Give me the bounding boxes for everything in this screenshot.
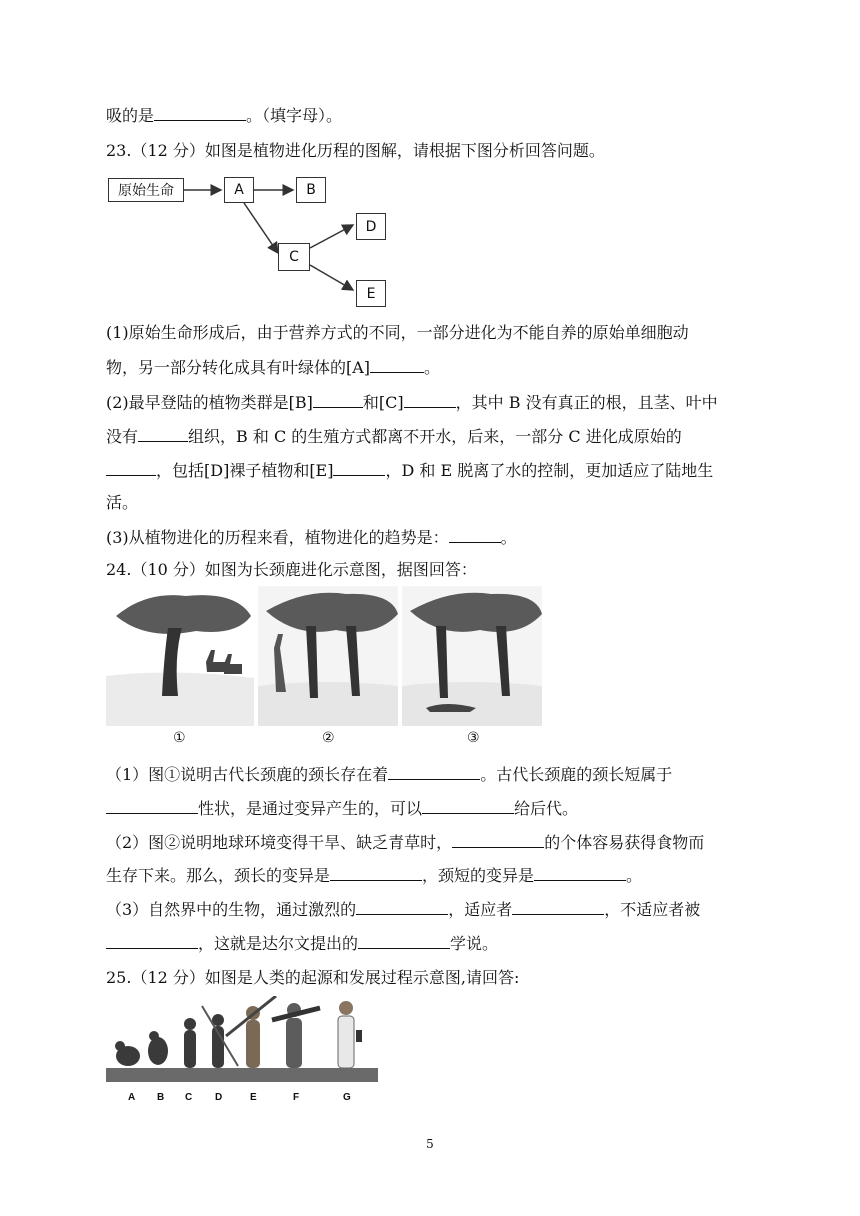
origin-life-box: 原始生命 bbox=[108, 178, 184, 202]
text-line bbox=[106, 832, 704, 853]
answer-blank[interactable] bbox=[330, 865, 422, 881]
text-line bbox=[106, 357, 440, 378]
answer-blank[interactable] bbox=[106, 933, 198, 949]
answer-blank[interactable] bbox=[138, 426, 188, 442]
text: (3)从植物进化的历程来看，植物进化的趋势是： bbox=[106, 528, 449, 547]
box-a: A bbox=[224, 177, 254, 203]
diagram-arrows bbox=[0, 0, 420, 320]
text-line bbox=[106, 933, 498, 954]
text: 的个体容易获得食物而 bbox=[544, 833, 705, 852]
text: 和[C] bbox=[362, 393, 404, 412]
text: 给后代。 bbox=[514, 799, 579, 818]
text: ，包括[D]裸子植物和[E] bbox=[156, 461, 334, 480]
answer-blank[interactable] bbox=[106, 798, 198, 814]
text-line bbox=[106, 865, 642, 886]
text: 。（填字母）。 bbox=[246, 106, 343, 125]
text-line bbox=[106, 764, 672, 785]
question-24-title: 24.（10 分）如图为长颈鹿进化示意图，据图回答： bbox=[106, 560, 477, 579]
text: ，颈短的变异是 bbox=[422, 866, 535, 885]
text: ，其中 B 没有真正的根，且茎、叶中 bbox=[455, 393, 718, 412]
text: ，不适应者被 bbox=[604, 900, 701, 919]
giraffe-panel-3 bbox=[402, 586, 542, 726]
human-label-c: C bbox=[185, 1092, 193, 1103]
human-evolution-illustration bbox=[106, 996, 378, 1088]
text: 。 bbox=[626, 866, 643, 885]
question-25-title: 25.（12 分）如图是人类的起源和发展过程示意图,请回答: bbox=[106, 968, 520, 987]
giraffe-illustration bbox=[106, 586, 542, 732]
text: （1）图①说明古代长颈鹿的颈长存在着 bbox=[106, 765, 389, 784]
text: 。 bbox=[424, 358, 441, 377]
human-label-d: D bbox=[215, 1092, 223, 1103]
answer-blank[interactable] bbox=[534, 865, 626, 881]
text: ，适应者 bbox=[448, 900, 513, 919]
giraffe-label-3: ③ bbox=[467, 730, 480, 746]
text: ，这就是达尔文提出的 bbox=[198, 934, 359, 953]
text: 性状，是通过变异产生的，可以 bbox=[198, 799, 423, 818]
box-c: C bbox=[278, 243, 310, 271]
giraffe-panel-2 bbox=[258, 586, 398, 726]
text: 。 bbox=[500, 528, 517, 547]
box-b: B bbox=[296, 177, 326, 203]
answer-blank[interactable] bbox=[452, 832, 544, 848]
text: 物，另一部分转化成具有叶绿体的[A] bbox=[106, 358, 371, 377]
text: （3）自然界中的生物，通过激烈的 bbox=[106, 900, 357, 919]
answer-blank[interactable] bbox=[106, 460, 156, 476]
giraffe-panel-1 bbox=[106, 595, 254, 726]
question-23-title: 23.（12 分）如图是植物进化历程的图解，请根据下图分析回答问题。 bbox=[106, 141, 605, 160]
answer-blank[interactable] bbox=[333, 460, 385, 476]
text-line: (1)原始生命形成后，由于营养方式的不同，一部分进化为不能自养的原始单细胞动 bbox=[106, 323, 689, 342]
human-label-f: F bbox=[293, 1092, 300, 1103]
text-line: 活。 bbox=[106, 493, 139, 512]
giraffe-label-2: ② bbox=[322, 730, 335, 746]
text: 组织，B 和 C 的生殖方式都离不开水，后来，一部分 C 进化成原始的 bbox=[188, 427, 682, 446]
text-line bbox=[106, 460, 713, 481]
human-label-a: A bbox=[128, 1092, 136, 1103]
text-line bbox=[106, 426, 682, 447]
human-label-g: G bbox=[343, 1092, 351, 1103]
answer-blank[interactable] bbox=[512, 899, 604, 915]
human-label-e: E bbox=[250, 1092, 257, 1103]
answer-blank[interactable] bbox=[388, 764, 480, 780]
text-line bbox=[106, 527, 517, 548]
answer-blank[interactable] bbox=[358, 933, 450, 949]
answer-blank[interactable] bbox=[422, 798, 514, 814]
human-label-b: B bbox=[157, 1092, 165, 1103]
answer-blank[interactable] bbox=[404, 392, 456, 408]
text-line bbox=[106, 899, 700, 920]
text: 。古代长颈鹿的颈长短属于 bbox=[480, 765, 673, 784]
text: 生存下来。那么，颈长的变异是 bbox=[106, 866, 331, 885]
text: 没有 bbox=[106, 427, 139, 446]
text: ，D 和 E 脱离了水的控制，更加适应了陆地生 bbox=[385, 461, 714, 480]
giraffe-label-1: ① bbox=[173, 730, 186, 746]
text: （2）图②说明地球环境变得干旱、缺乏青草时， bbox=[106, 833, 453, 852]
box-e: E bbox=[356, 280, 386, 307]
box-d: D bbox=[356, 213, 386, 240]
answer-blank[interactable] bbox=[313, 392, 363, 408]
text: 学说。 bbox=[450, 934, 499, 953]
answer-blank[interactable] bbox=[356, 899, 448, 915]
page-number: 5 bbox=[426, 1137, 434, 1151]
text-line bbox=[106, 392, 718, 413]
text: 吸的是 bbox=[106, 106, 155, 125]
text-line bbox=[106, 798, 578, 819]
answer-blank[interactable] bbox=[449, 527, 501, 543]
text: (2)最早登陆的植物类群是[B] bbox=[106, 393, 313, 412]
answer-blank[interactable] bbox=[370, 357, 424, 373]
